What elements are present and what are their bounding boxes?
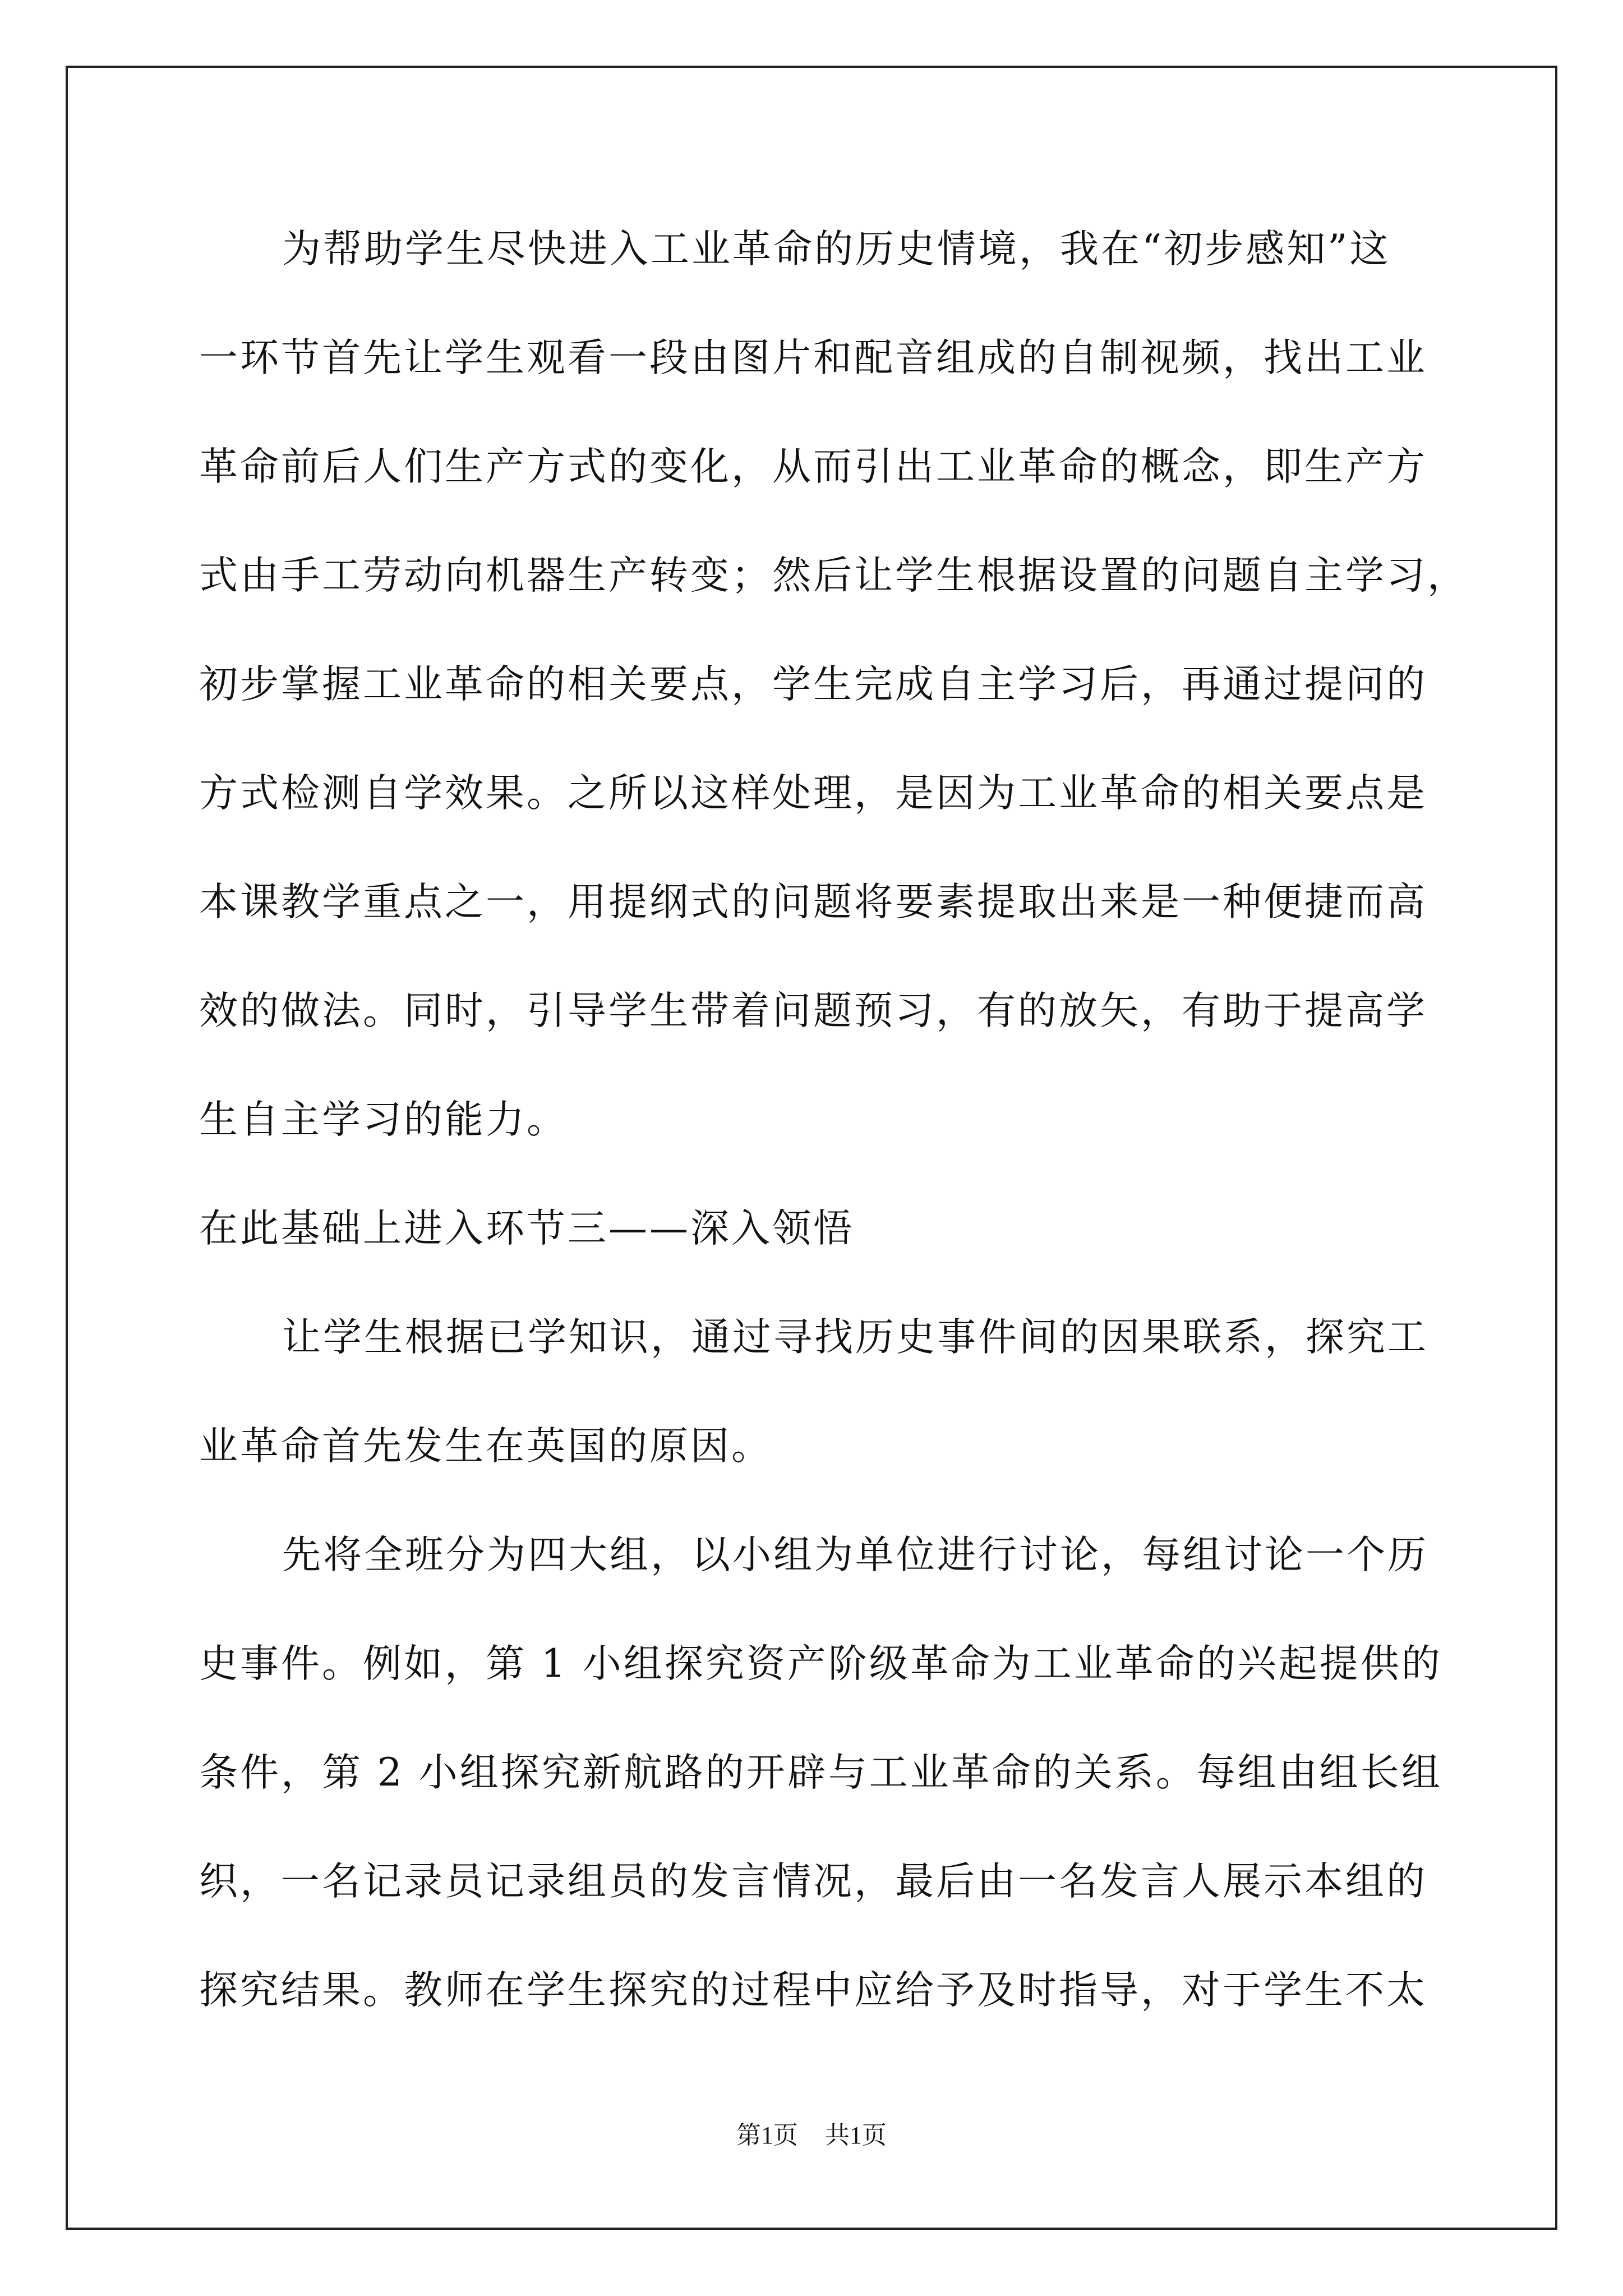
paragraph-1-line-7: 本课教学重点之一，用提纲式的问题将要素提取出来是一种便捷而高 xyxy=(199,880,1427,924)
paragraph-1-line-3: 革命前后人们生产方式的变化，从而引出工业革命的概念，即生产方 xyxy=(199,444,1427,489)
section-heading: 在此基础上进入环节三——深入领悟 xyxy=(199,1206,854,1251)
page-number: 第1页 xyxy=(736,2122,798,2149)
paragraph-1-line-4: 式由手工劳动向机器生产转变；然后让学生根据设置的问题自主学习， xyxy=(199,553,1468,598)
paragraph-2-line-1: 让学生根据已学知识，通过寻找历史事件间的因果联系，探究工 xyxy=(282,1315,1428,1360)
page-border xyxy=(66,66,1557,2230)
paragraph-3-line-2: 史事件。例如，第 1 小组探究资产阶级革命为工业革命的兴起提供的 xyxy=(199,1641,1442,1686)
paragraph-3-line-5: 探究结果。教师在学生探究的过程中应给予及时指导，对于学生不太 xyxy=(199,1968,1427,2013)
paragraph-1-line-1: 为帮助学生尽快进入工业革命的历史情境，我在“初步感知”这 xyxy=(282,227,1391,272)
paragraph-2-line-2: 业革命首先发生在英国的原因。 xyxy=(199,1424,772,1469)
paragraph-3-line-1: 先将全班分为四大组，以小组为单位进行讨论，每组讨论一个历 xyxy=(282,1533,1428,1577)
page-total: 共1页 xyxy=(825,2122,887,2149)
paragraph-1-line-8: 效的做法。同时，引导学生带着问题预习，有的放矢，有助于提高学 xyxy=(199,988,1427,1033)
paragraph-1-line-9: 生自主学习的能力。 xyxy=(199,1097,568,1142)
paragraph-3-line-3: 条件，第 2 小组探究新航路的开辟与工业革命的关系。每组由组长组 xyxy=(199,1750,1442,1795)
paragraph-1-line-6: 方式检测自学效果。之所以这样处理，是因为工业革命的相关要点是 xyxy=(199,771,1427,816)
paragraph-1-line-5: 初步掌握工业革命的相关要点，学生完成自主学习后，再通过提问的 xyxy=(199,662,1427,707)
paragraph-1-line-2: 一环节首先让学生观看一段由图片和配音组成的自制视频，找出工业 xyxy=(199,335,1427,380)
page-footer xyxy=(0,2123,1623,2148)
paragraph-3-line-4: 织，一名记录员记录组员的发言情况，最后由一名发言人展示本组的 xyxy=(199,1859,1427,1904)
